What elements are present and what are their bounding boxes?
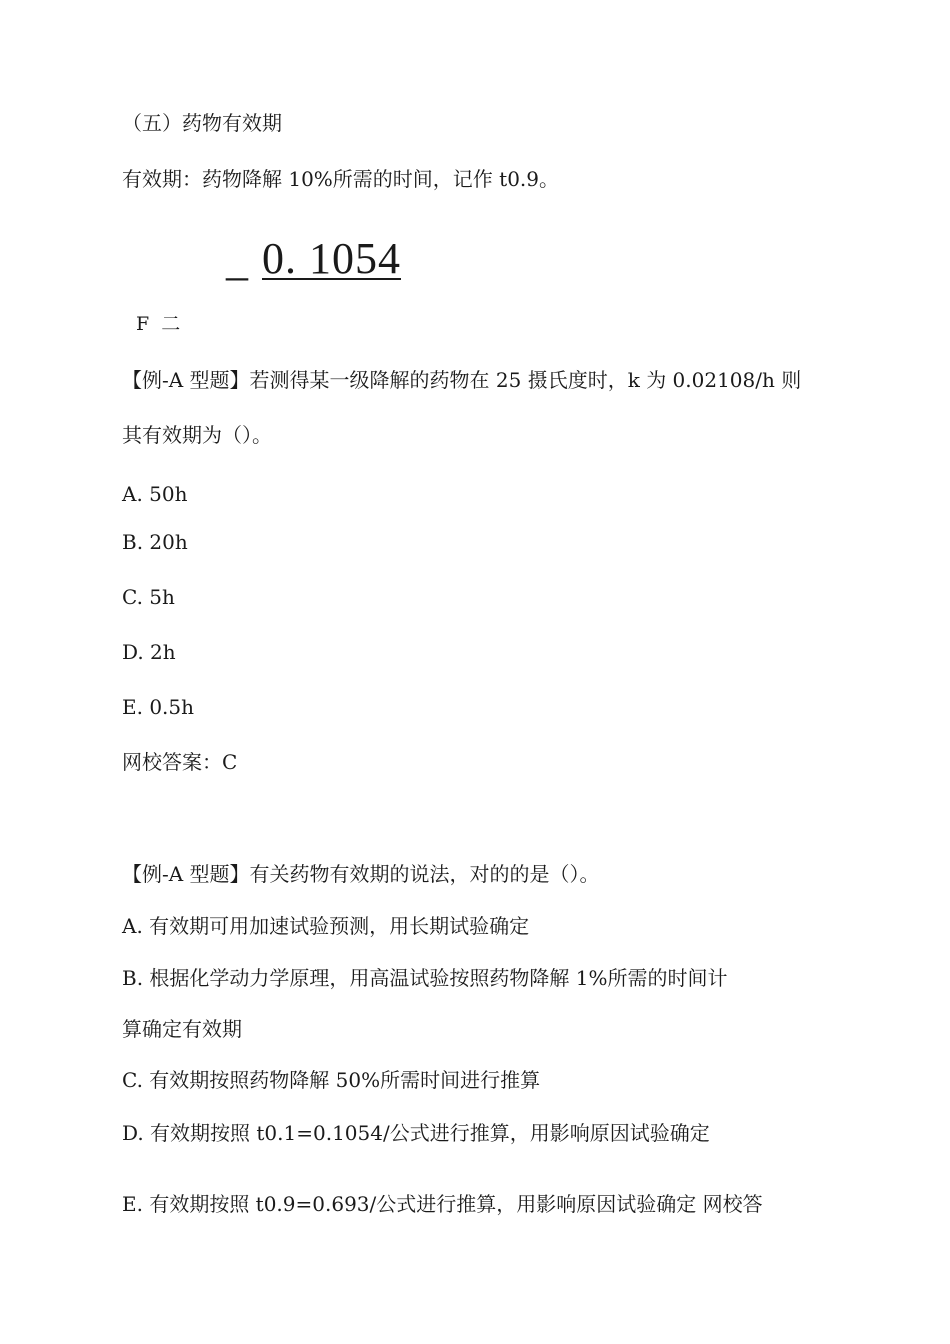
formula-lower: F 二	[136, 313, 181, 335]
question-1-stem-line1: 【例-A 型题】若测得某一级降解的药物在 25 摄氏度时，k 为 0.02108/h 则	[122, 368, 802, 392]
section-title: （五）药物有效期	[122, 111, 282, 135]
question-2-option-b-line1: B. 根据化学动力学原理，用高温试验按照药物降解 1%所需的时间计	[122, 966, 728, 990]
question-1-option-c: C. 5h	[122, 585, 175, 609]
definition-text: 有效期：药物降解 10%所需的时间，记作 t0.9。	[122, 167, 560, 191]
question-2-stem: 【例-A 型题】有关药物有效期的说法，对的的是（）。	[122, 862, 600, 886]
question-1-answer: 网校答案：C	[122, 750, 238, 774]
question-1-option-e: E. 0.5h	[122, 695, 195, 719]
formula-numerator: 0. 1054	[262, 234, 401, 283]
question-2-option-b-line2: 算确定有效期	[122, 1017, 242, 1041]
formula-dash: _	[226, 236, 248, 285]
question-2-option-e: E. 有效期按照 t0.9=0.693/公式进行推算，用影响原因试验确定 网校答	[122, 1192, 763, 1216]
question-2-option-a: A. 有效期可用加速试验预测，用长期试验确定	[122, 914, 530, 938]
question-2-option-c: C. 有效期按照药物降解 50%所需时间进行推算	[122, 1068, 541, 1092]
question-2-option-d: D. 有效期按照 t0.1=0.1054/公式进行推算，用影响原因试验确定	[122, 1121, 710, 1145]
question-1-option-b: B. 20h	[122, 530, 188, 554]
question-1-stem-line2: 其有效期为（）。	[122, 423, 272, 447]
question-1-option-d: D. 2h	[122, 640, 176, 664]
question-1-option-a: A. 50h	[122, 482, 188, 506]
